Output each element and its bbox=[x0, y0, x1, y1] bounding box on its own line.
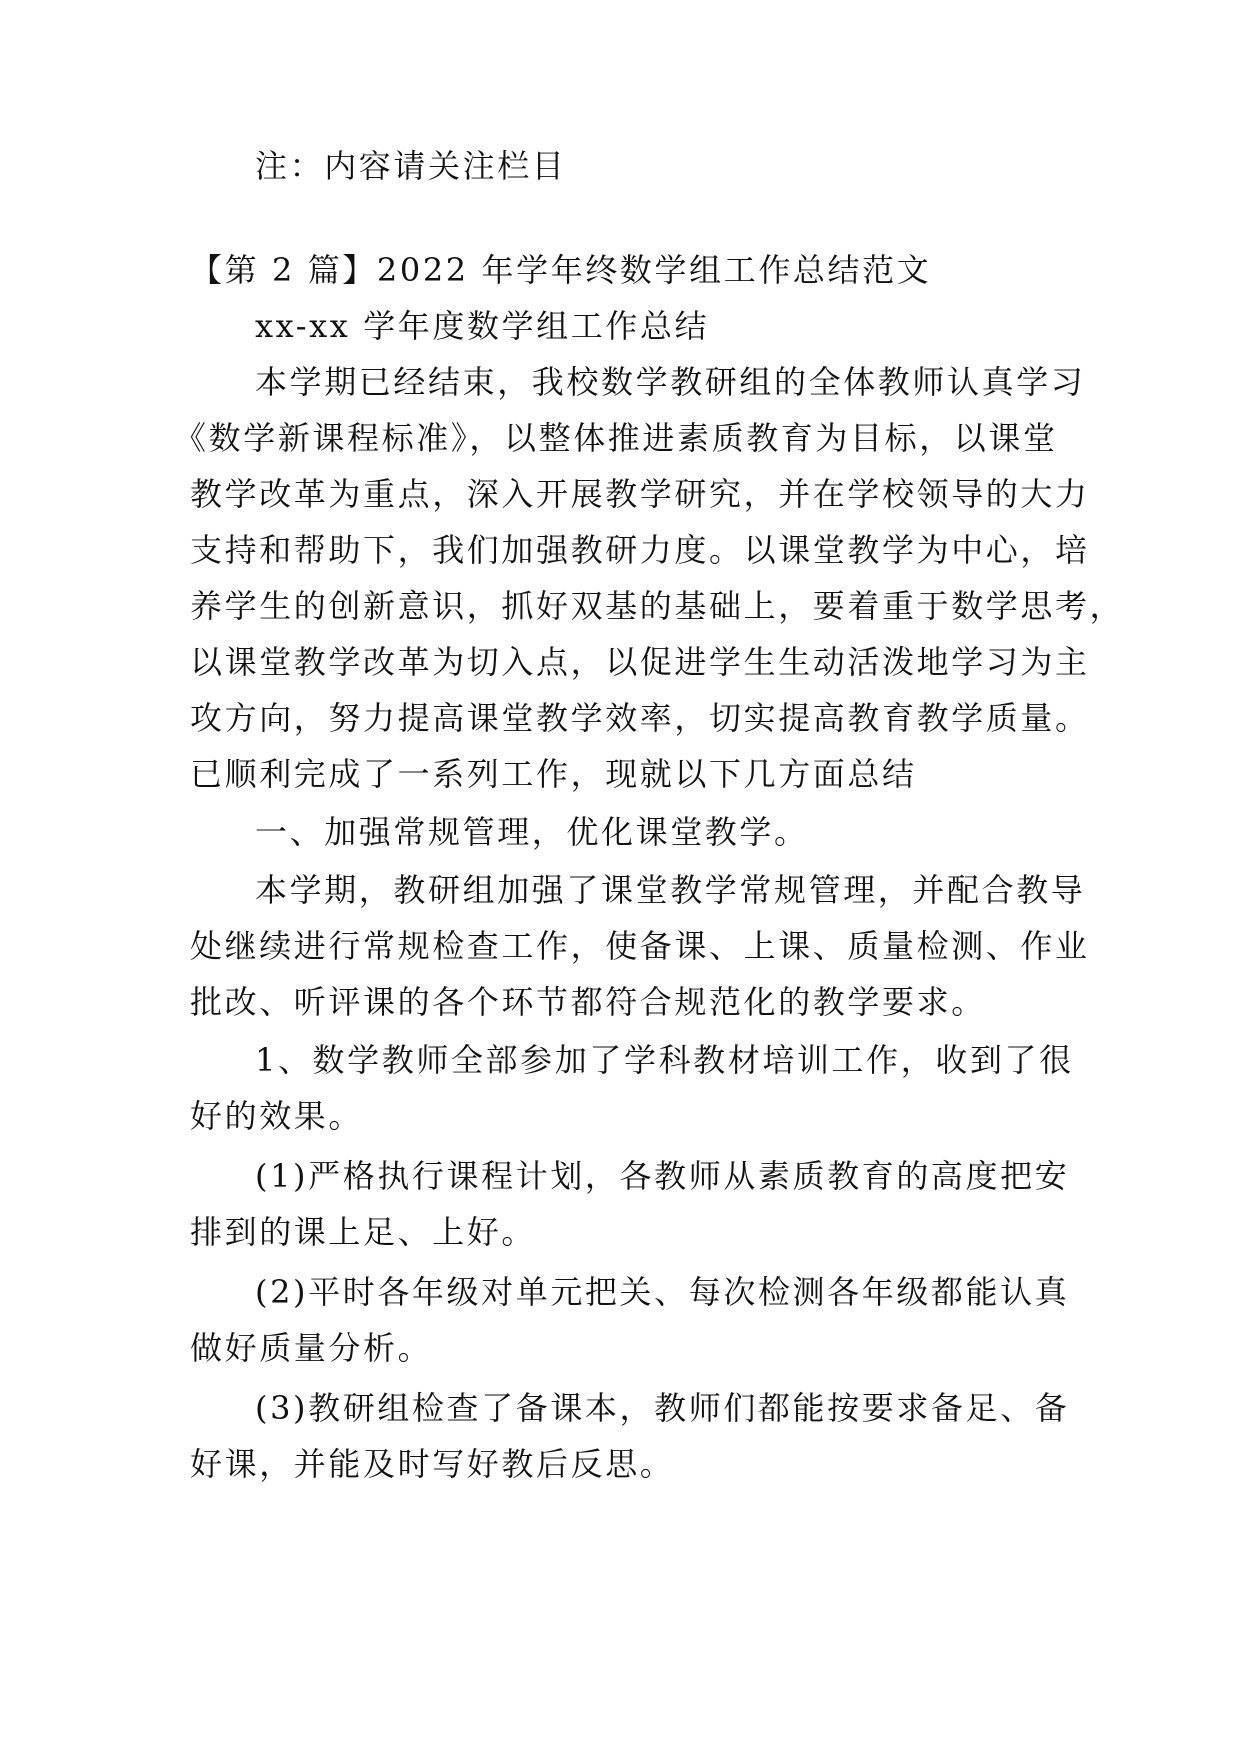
paragraph-1-line-8: 已顺利完成了一系列工作，现就以下几方面总结 bbox=[190, 755, 917, 793]
item-1-line-2: 好的效果。 bbox=[190, 1097, 364, 1135]
paragraph-1-line-1: 本学期已经结束，我校数学教研组的全体教师认真学习 bbox=[255, 363, 1086, 401]
subtitle: xx-xx 学年度数学组工作总结 bbox=[255, 307, 710, 345]
paragraph-1-line-7: 攻方向，努力提高课堂教学效率，切实提高教育教学质量。 bbox=[190, 699, 1090, 737]
section-1-heading: 一、加强常规管理，优化课堂教学。 bbox=[255, 813, 809, 851]
article-title: 【第 2 篇】2022 年学年终数学组工作总结范文 bbox=[190, 251, 932, 289]
subitem-1-line-2: 排到的课上足、上好。 bbox=[190, 1213, 537, 1251]
paragraph-1-line-2: 《数学新课程标准》，以整体推进素质教育为目标，以课堂 bbox=[174, 419, 1058, 457]
subitem-2-line-2: 做好质量分析。 bbox=[190, 1329, 433, 1367]
paragraph-2-line-3: 批改、听评课的各个环节都符合规范化的教学要求。 bbox=[190, 983, 986, 1021]
paragraph-1-line-6: 以课堂教学改革为切入点，以促进学生生动活泼地学习为主 bbox=[190, 643, 1090, 681]
paragraph-2-line-2: 处继续进行常规检查工作，使备课、上课、质量检测、作业 bbox=[190, 927, 1090, 965]
paragraph-2-line-1: 本学期，教研组加强了课堂教学常规管理，并配合教导 bbox=[255, 871, 1086, 909]
item-1-line-1: 1、数学教师全部参加了学科教材培训工作，收到了很 bbox=[255, 1041, 1074, 1079]
subitem-1-line-1: (1)严格执行课程计划，各教师从素质教育的高度把安 bbox=[255, 1157, 1070, 1195]
note-line: 注：内容请关注栏目 bbox=[255, 147, 567, 185]
subitem-3-line-2: 好课，并能及时写好教后反思。 bbox=[190, 1445, 675, 1483]
paragraph-1-line-3: 教学改革为重点，深入开展教学研究，并在学校领导的大力 bbox=[190, 475, 1090, 513]
subitem-3-line-1: (3)教研组检查了备课本，教师们都能按要求备足、备 bbox=[255, 1389, 1070, 1427]
paragraph-1-line-5: 养学生的创新意识，抓好双基的基础上，要着重于数学思考， bbox=[190, 587, 1125, 625]
paragraph-1-line-4: 支持和帮助下，我们加强教研力度。以课堂教学为中心，培 bbox=[190, 531, 1090, 569]
subitem-2-line-1: (2)平时各年级对单元把关、每次检测各年级都能认真 bbox=[255, 1273, 1070, 1311]
